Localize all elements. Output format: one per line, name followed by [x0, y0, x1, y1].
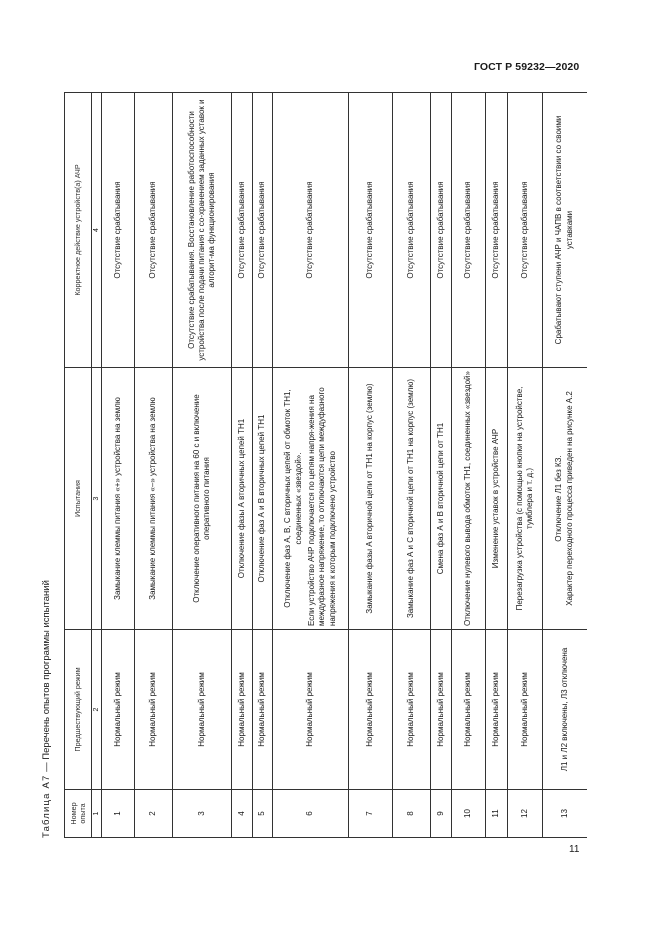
column-number: 4	[92, 93, 102, 368]
row-mode: Нормальный режим	[232, 630, 253, 790]
row-mode: Нормальный режим	[273, 630, 349, 790]
row-mode: Нормальный режим	[393, 630, 431, 790]
row-action: Отсутствие срабатывания	[253, 93, 273, 368]
rotated-table-area	[41, 98, 584, 838]
row-test: Замыкание клеммы питания «+» устройства на землю	[102, 368, 135, 630]
table-header-row	[65, 93, 92, 838]
standard-number: ГОСТ Р 59232—2020	[474, 61, 580, 73]
column-number: 1	[92, 790, 102, 838]
row-action: Отсутствие срабатывания	[431, 93, 452, 368]
row-action: Отсутствие срабатывания	[135, 93, 173, 368]
row-action: Отсутствие срабатывания	[452, 93, 486, 368]
row-test	[543, 368, 587, 630]
table-row	[431, 93, 452, 838]
row-action: Отсутствие срабатывания	[102, 93, 135, 368]
row-test: Изменение уставок в устройстве АЧР	[486, 368, 508, 630]
row-mode: Нормальный режим	[452, 630, 486, 790]
row-mode: Нормальный режим	[486, 630, 508, 790]
row-number: 11	[486, 790, 508, 838]
row-number: 7	[349, 790, 393, 838]
column-header-action: Корректное действие устройств(а) АЧР	[65, 93, 92, 368]
row-test-note: Характер переходного процесса приведен на рисунке А.2	[564, 391, 574, 606]
row-mode: Нормальный режим	[431, 630, 452, 790]
table-caption	[41, 580, 52, 838]
row-test	[273, 368, 349, 630]
table-row	[135, 93, 173, 838]
row-test: Замыкание фазы А вторичной цепи от ТН1 на корпус (землю)	[349, 368, 393, 630]
table-row	[452, 93, 486, 838]
column-number: 2	[92, 630, 102, 790]
row-mode: Нормальный режим	[135, 630, 173, 790]
table-row	[273, 93, 349, 838]
row-test: Отключение оперативного питания на 60 с и включение оперативного питания	[173, 368, 232, 630]
row-mode: Нормальный режим	[349, 630, 393, 790]
row-test: Отключение фазы А вторичных цепей ТН1	[232, 368, 253, 630]
table-row	[393, 93, 431, 838]
caption-label: Таблица А7	[41, 774, 52, 838]
table-row	[349, 93, 393, 838]
row-action: Отсутствие срабатывания	[486, 93, 508, 368]
row-mode: Нормальный режим	[102, 630, 135, 790]
row-test: Отключение фаз А и В вторичных цепей ТН1	[253, 368, 273, 630]
row-test: Замыкание клеммы питания «–» устройства на землю	[135, 368, 173, 630]
column-number-row	[92, 93, 102, 838]
row-action: Отсутствие срабатывания	[232, 93, 253, 368]
row-action: Отсутствие срабатывания	[393, 93, 431, 368]
row-mode: Нормальный режим	[508, 630, 543, 790]
table-row	[486, 93, 508, 838]
table-row	[253, 93, 273, 838]
row-number: 6	[273, 790, 349, 838]
row-number: 12	[508, 790, 543, 838]
row-number: 1	[102, 790, 135, 838]
row-test: Отключение нулевого вывода обмоток ТН1, соединенных «звездой»	[452, 368, 486, 630]
column-number: 3	[92, 368, 102, 630]
table-row	[508, 93, 543, 838]
row-number: 2	[135, 790, 173, 838]
table-row	[173, 93, 232, 838]
test-program-table	[64, 92, 587, 838]
row-number: 8	[393, 790, 431, 838]
caption-title: — Перечень опытов программы испытаний	[41, 580, 52, 772]
row-mode: Л1 и Л2 включены, Л3 отключена	[543, 630, 587, 790]
row-test: Смена фаз А и В вторичной цепи от ТН1	[431, 368, 452, 630]
row-number: 3	[173, 790, 232, 838]
column-header-mode: Предшествующий режим	[65, 630, 92, 790]
table-row	[543, 93, 587, 838]
row-number: 10	[452, 790, 486, 838]
row-action: Отсутствие срабатывания	[349, 93, 393, 368]
page-number: 11	[569, 844, 580, 855]
row-test-text: Отключение фаз А, В, С вторичных цепей от обмоток ТН1, соединенных «звездой».	[283, 389, 303, 608]
row-test: Перезагрузка устройства (с помощью кнопки на устройстве, тумблера и т. д.)	[508, 368, 543, 630]
row-action: Отсутствие срабатывания	[273, 93, 349, 368]
row-test-text: Отключение Л1 без КЗ.	[554, 455, 564, 542]
row-number: 9	[431, 790, 452, 838]
table-row	[102, 93, 135, 838]
row-number: 13	[543, 790, 587, 838]
row-action: Срабатывают ступени АЧР и ЧАПВ в соответствии со своими уставками	[543, 93, 587, 368]
column-header-test: Испытания	[65, 368, 92, 630]
column-header-number: Номер опыта	[65, 790, 92, 838]
row-action: Отсутствие срабатывания. Восстановление работоспособности устройства после подачи питания с со-хранением заданных уставок и алгорит-ма функционирования	[173, 93, 232, 368]
row-action: Отсутствие срабатывания	[508, 93, 543, 368]
table-row	[232, 93, 253, 838]
row-mode: Нормальный режим	[173, 630, 232, 790]
row-test: Замыкание фаз А и С вторичной цепи от ТН1 на корпус (землю)	[393, 368, 431, 630]
row-number: 5	[253, 790, 273, 838]
row-number: 4	[232, 790, 253, 838]
row-mode: Нормальный режим	[253, 630, 273, 790]
row-test-note: Если устройство АЧР подключается по цепям напря-жения на междуфазное напряжение, то отключаются цепи междуфазного напряжения к которым подключено устройство	[306, 387, 337, 626]
